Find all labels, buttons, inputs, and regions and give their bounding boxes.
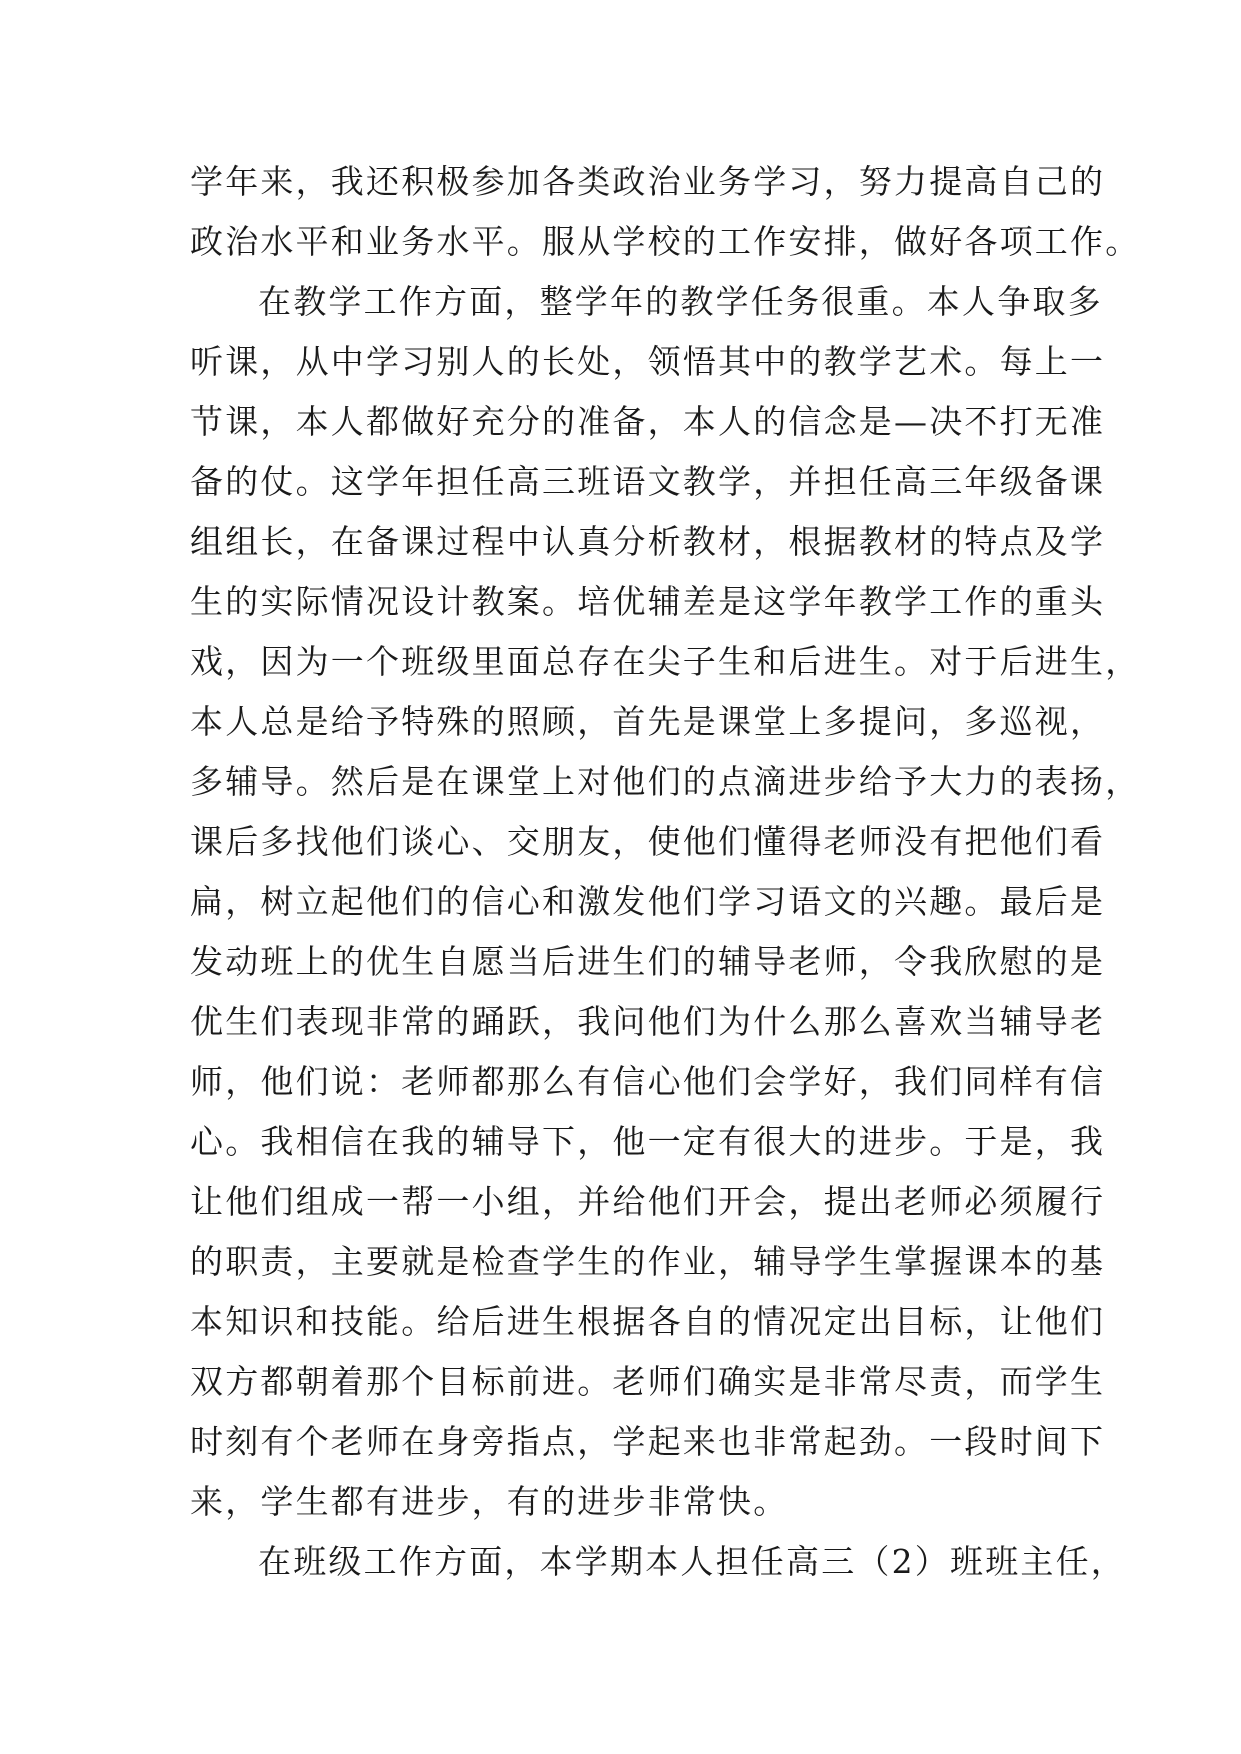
text-line: 组组长，在备课过程中认真分析教材，根据教材的特点及学	[190, 522, 1106, 561]
text-line: 生的实际情况设计教案。培优辅差是这学年教学工作的重头	[190, 582, 1106, 621]
text-line: 来，学生都有进步，有的进步非常快。	[190, 1482, 789, 1521]
text-line: 听课，从中学习别人的长处，领悟其中的教学艺术。每上一	[190, 342, 1106, 381]
text-line: 节课，本人都做好充分的准备，本人的信念是—决不打无准	[190, 402, 1106, 441]
text-line: 时刻有个老师在身旁指点，学起来也非常起劲。一段时间下	[190, 1422, 1106, 1461]
text-line: 本知识和技能。给后进生根据各自的情况定出目标，让他们	[190, 1302, 1106, 1341]
text-line: 课后多找他们谈心、交朋友，使他们懂得老师没有把他们看	[190, 822, 1106, 861]
text-line: 双方都朝着那个目标前进。老师们确实是非常尽责，而学生	[190, 1362, 1106, 1401]
text-line: 的职责，主要就是检查学生的作业，辅导学生掌握课本的基	[190, 1242, 1106, 1281]
text-line: 在教学工作方面，整学年的教学任务很重。本人争取多	[258, 282, 1103, 321]
text-line: 本人总是给予特殊的照顾，首先是课堂上多提问，多巡视，	[190, 702, 1106, 741]
text-line: 扁，树立起他们的信心和激发他们学习语文的兴趣。最后是	[190, 882, 1106, 921]
text-line: 在班级工作方面，本学期本人担任高三（2）班班主任，	[258, 1542, 1126, 1581]
text-line: 让他们组成一帮一小组，并给他们开会，提出老师必须履行	[190, 1182, 1106, 1221]
text-line: 多辅导。然后是在课堂上对他们的点滴进步给予大力的表扬，	[190, 762, 1141, 801]
text-line: 政治水平和业务水平。服从学校的工作安排，做好各项工作。	[190, 222, 1141, 261]
text-line: 师，他们说：老师都那么有信心他们会学好，我们同样有信	[190, 1062, 1106, 1101]
text-line: 戏，因为一个班级里面总存在尖子生和后进生。对于后进生，	[190, 642, 1141, 681]
text-line: 学年来，我还积极参加各类政治业务学习，努力提高自己的	[190, 162, 1106, 201]
text-line: 心。我相信在我的辅导下，他一定有很大的进步。于是，我	[190, 1122, 1106, 1161]
text-line: 发动班上的优生自愿当后进生们的辅导老师，令我欣慰的是	[190, 942, 1106, 981]
text-line: 备的仗。这学年担任高三班语文教学，并担任高三年级备课	[190, 462, 1106, 501]
body-text	[190, 152, 1141, 1592]
text-line: 优生们表现非常的踊跃，我问他们为什么那么喜欢当辅导老	[190, 1002, 1106, 1041]
